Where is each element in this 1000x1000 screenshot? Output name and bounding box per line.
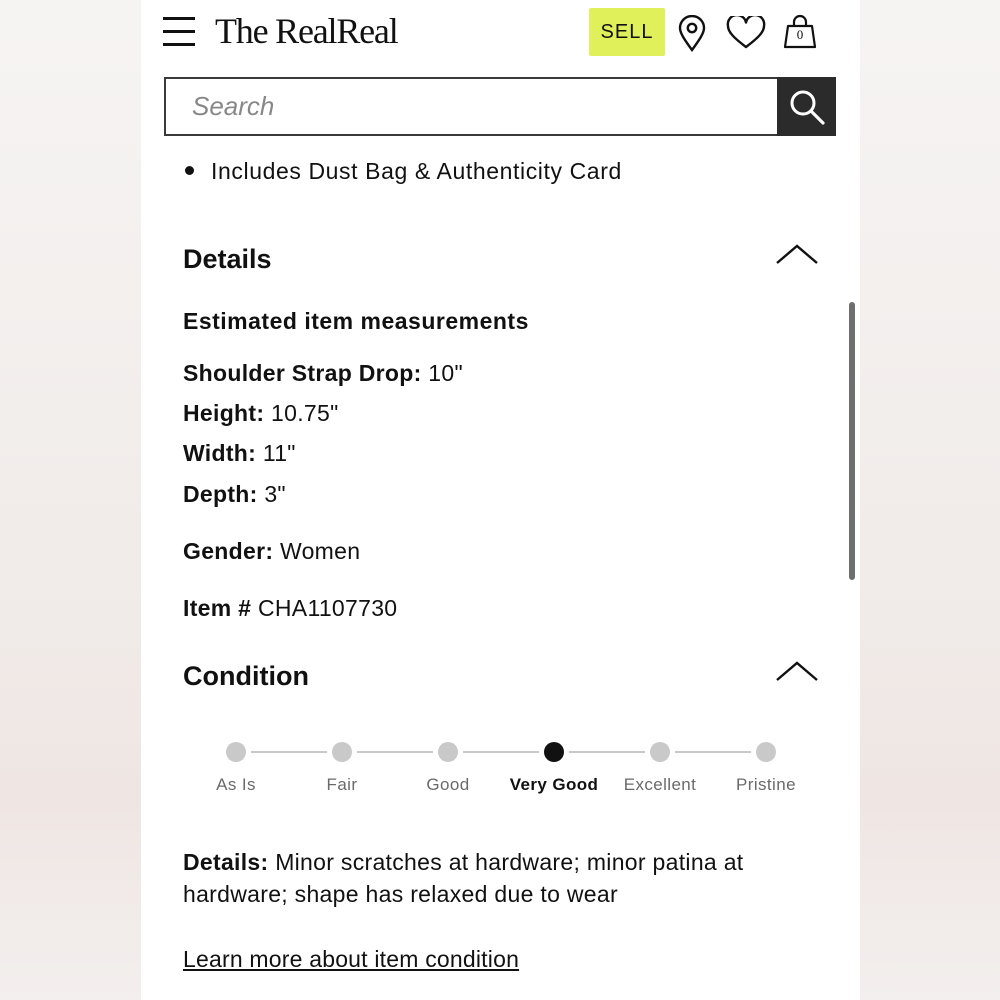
shopping-bag-icon[interactable] xyxy=(782,14,818,50)
scrollbar-thumb[interactable] xyxy=(849,302,855,580)
search-icon xyxy=(787,87,827,127)
bullet-icon xyxy=(185,166,194,175)
condition-details: Details: Minor scratches at hardware; minor patina at hardware; shape has relaxed due to wear xyxy=(183,849,744,907)
condition-option-pristine: Pristine xyxy=(713,740,819,795)
learn-more-condition-link[interactable]: Learn more about item condition xyxy=(183,946,520,972)
menu-icon[interactable] xyxy=(163,17,197,47)
item-number-row: Item # CHA1107730 xyxy=(183,595,398,621)
condition-option-good: Good xyxy=(395,740,501,795)
condition-scale xyxy=(183,740,823,800)
measurement-shoulder-strap: Shoulder Strap Drop: 10" xyxy=(183,360,463,386)
background-left xyxy=(0,0,141,1000)
measurement-width: Width: 11" xyxy=(183,440,296,466)
mobile-page xyxy=(141,0,860,1000)
search-button[interactable] xyxy=(777,77,836,136)
description-bullet: Includes Dust Bag & Authenticity Card xyxy=(183,158,622,185)
sell-button[interactable]: SELL xyxy=(589,8,665,56)
search-input[interactable] xyxy=(164,77,777,136)
site-logo[interactable]: The RealReal xyxy=(215,11,398,51)
details-heading: Details xyxy=(183,244,272,274)
condition-option-fair: Fair xyxy=(289,740,395,795)
condition-option-excellent: Excellent xyxy=(607,740,713,795)
details-collapse-chevron-icon[interactable] xyxy=(775,243,819,265)
measurement-height: Height: 10.75" xyxy=(183,400,339,426)
measurements-heading: Estimated item measurements xyxy=(183,308,529,334)
background-right xyxy=(860,0,1000,1000)
site-header xyxy=(141,0,860,70)
condition-collapse-chevron-icon[interactable] xyxy=(775,660,819,682)
condition-option-as-is: As Is xyxy=(183,740,289,795)
search-bar xyxy=(164,77,836,136)
measurement-depth: Depth: 3" xyxy=(183,481,286,507)
gender-row: Gender: Women xyxy=(183,538,361,564)
bag-count-badge: 0 xyxy=(796,27,804,42)
condition-option-very-good: Very Good xyxy=(501,740,607,795)
location-pin-icon[interactable] xyxy=(677,15,707,53)
heart-icon[interactable] xyxy=(726,16,766,50)
condition-heading: Condition xyxy=(183,661,309,691)
